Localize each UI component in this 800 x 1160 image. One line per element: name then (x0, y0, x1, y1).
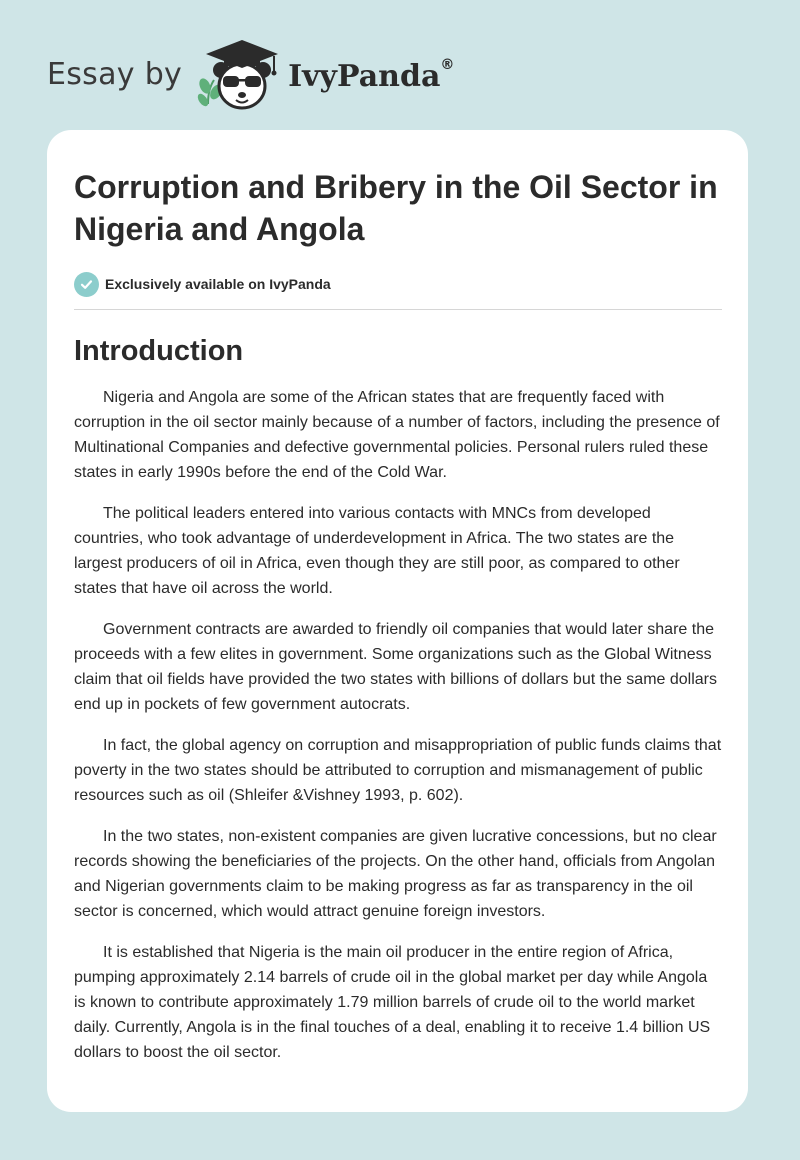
page-title: Corruption and Bribery in the Oil Sector in Nigeria and Angola (74, 169, 718, 247)
paragraph: Nigeria and Angola are some of the African states that are frequently faced with corruption in the oil sector mainly because of a number of factors, including the presence of Multinational Companies and defective governmental policies. Personal rulers ruled these states in early 1990s before the end of the Cold War. (74, 389, 720, 481)
paragraph: The political leaders entered into various contacts with MNCs from developed countries, who took advantage of underdevelopment in Africa. The two states are the largest producers of oil in Africa, even though they are still poor, as compared to other states that have oil across the world. (74, 505, 680, 597)
brand-name (288, 56, 455, 94)
paragraph: In fact, the global agency on corruption and misappropriation of public funds claims that poverty in the two states should be attributed to corruption and mismanagement of public resources such as oil (Shleifer &Vishney 1993, p. 602). (74, 737, 722, 804)
check-icon (74, 272, 99, 297)
badge-label: Exclusively available on IvyPanda (105, 276, 331, 292)
registered-mark: ® (440, 56, 455, 73)
article-body (74, 385, 722, 1065)
brand-header[interactable] (47, 34, 454, 114)
exclusive-badge (74, 270, 722, 298)
panda-graduate-icon (194, 34, 284, 114)
essay-card (47, 130, 748, 1112)
brand-name-text: IvyPanda (288, 58, 441, 94)
paragraph: It is established that Nigeria is the main oil producer in the entire region of Africa, pumping approximately 2.14 barrels of crude oil in the global market per day while Angola is known to contribute approximately 1.79 million barrels of crude oil to the world market daily. Currently, Angola is in the final touches of a deal, enabling it to receive 1.4 billion US dollars to boost the oil sector. (74, 944, 711, 1061)
divider (74, 309, 722, 310)
paragraph: In the two states, non-existent companies are given lucrative concessions, but no clear records showing the beneficiaries of the projects. On the other hand, officials from Angolan and Nigerian governments claim to be making progress as far as transparency in the oil sector is concerned, which would attract genuine foreign investors. (74, 828, 717, 920)
paragraph: Government contracts are awarded to friendly oil companies that would later share the proceeds with a few elites in government. Some organizations such as the Global Witness claim that oil fields have provided the two states with billions of dollars but the same dollars end up in pockets of few government autocrats. (74, 621, 717, 713)
section-heading: Introduction (74, 335, 244, 367)
essay-by-label: Essay by (47, 56, 183, 92)
